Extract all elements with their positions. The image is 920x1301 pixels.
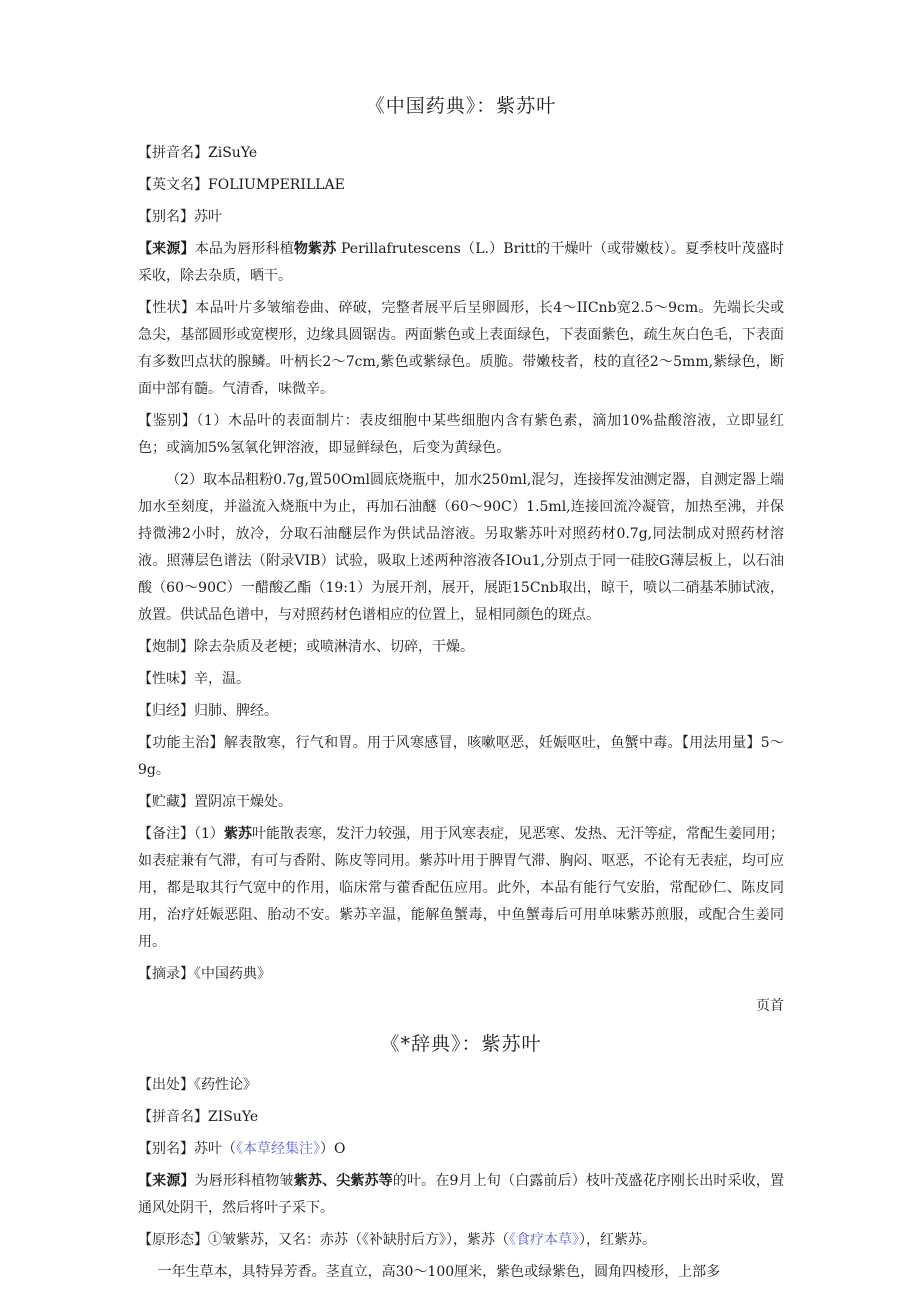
entry-value: ZiSuYe <box>208 145 258 161</box>
entry-english-name <box>138 172 784 199</box>
entry-morphology-2: 一年生草本，具特异芳香。茎直立，高30～100厘米，紫色或绿紫色，圆角四棱形，上部多 <box>157 1264 721 1280</box>
entry-value: 归肺、脾经。 <box>194 703 278 719</box>
entry-value: 《中国药典》 <box>194 966 271 982</box>
entry-bold-text: 紫苏、尖紫苏等 <box>293 1173 393 1189</box>
entry-label: 【原形态】 <box>138 1232 208 1248</box>
entry-label: 【出处】 <box>138 1077 194 1093</box>
entry-label: 【炮制】 <box>138 639 194 655</box>
section1-title: 《中国药典》：紫苏叶 <box>365 95 557 117</box>
entry-value: （1）木品叶的表面制片：表皮细胞中某些细胞内含有紫色素，滴加10%盐酸溶液，立即显红色；或滴加5%氢氧化钾溶液，即显鲜绿色，后变为黄绿色。 <box>138 413 784 456</box>
entry-value: 苏叶 <box>194 209 222 225</box>
entry-label: 【英文名】 <box>138 177 208 193</box>
section2-title: 《*辞典》：紫苏叶 <box>380 1033 542 1055</box>
entry-text: ①皱紫苏，又名：赤苏（《补缺肘后方》），紫苏（ <box>208 1232 509 1248</box>
entry-meridian <box>138 698 784 725</box>
entry-label: 【贮藏】 <box>138 794 194 810</box>
entry-text: （1） <box>194 826 224 842</box>
entry-text: 本品为唇形科植 <box>194 241 294 257</box>
entry-label: 【鉴别】 <box>138 413 197 429</box>
document-page <box>138 92 784 1291</box>
entry-bold-text: 物紫苏 <box>293 241 337 257</box>
entry-identification <box>138 408 784 462</box>
entry-storage <box>138 789 784 816</box>
entry-text: ），红紫苏。 <box>579 1232 656 1248</box>
book-link[interactable]: 《本草经集注》 <box>236 1141 320 1157</box>
entry-label: 【归经】 <box>138 703 194 719</box>
entry-label: 【拼音名】 <box>138 145 208 161</box>
entry-label: 【用法用量】 <box>681 735 761 751</box>
entry-function <box>138 730 784 784</box>
entry-text: 的叶。在9月上旬（白露前后）枝叶茂盛花序刚长出时采收，置通风处阴干，然后将叶子采下。 <box>138 1173 785 1216</box>
entry-alias <box>138 204 784 231</box>
entry-excerpt <box>138 961 784 988</box>
entry-text: ）O <box>320 1141 346 1157</box>
entry-text: 为唇形科植物皱 <box>194 1173 294 1189</box>
entry-value: 《药性论》 <box>194 1077 257 1093</box>
entry-value: 5～9g。 <box>138 735 785 778</box>
entry-label: 【别名】 <box>138 1141 194 1157</box>
entry-value: 本品叶片多皱缩卷曲、碎破，完整者展平后呈卵圆形，长4～IICnb宽2.5～9cm。先端长尖或急尖，基部圆形或宽楔形，边缘具圆锯齿。两面紫色或上表面绿色，下表面紫色，疏生灰白色毛，下表面有多数凹点状的腺鳞。叶柄长2～7cm,紫色或紫绿色。质脆。带嫩枝者，枝的直径2～5mm,紫绿色，断面中部有髓。气清香，味微辛。 <box>138 300 784 397</box>
entry-label: 【备注】 <box>138 826 195 842</box>
entry-value: 置阴凉干燥处。 <box>194 794 292 810</box>
entry-value: ZISuYe <box>208 1109 259 1125</box>
entry-label: 【来源】 <box>138 241 195 257</box>
entry-pinyin <box>138 1104 784 1131</box>
entry-label: 【性状】 <box>138 300 196 316</box>
entry-label: 【拼音名】 <box>138 1109 208 1125</box>
entry-identification-2: （2）取本品粗粉0.7g,置50Oml圆底烧瓶中，加水250ml,混匀，连接挥发油测定器，自测定器上端加水至刻度，并溢流入烧瓶中为止，再加石油醚（60～90C）1.5ml,连接回流冷凝管，加热至沸，并保持微沸2小时，放冷，分取石油醚层作为供试品溶液。另取紫苏叶对照药材0.7g,同法制成对照药材溶液。照薄层色谱法（附录VIB）试验，吸取上述两种溶液各IOu1,分别点于同一硅胶G薄层板上，以石油酸（60～90C）一醋酸乙酯（19:1）为展开剂，展开，展距15Cnb取出，晾干，喷以二硝基苯肺试液，放置。供试品色谱中，与对照药材色谱相应的位置上，显相同颜色的斑点。 <box>138 472 784 623</box>
entry-text: 苏叶（ <box>194 1141 236 1157</box>
entry-label: 【别名】 <box>138 209 194 225</box>
entry-alias <box>138 1136 784 1163</box>
entry-processing <box>138 634 784 661</box>
entry-origin <box>138 1072 784 1099</box>
entry-value: FOLIUMPERILLAE <box>208 177 345 193</box>
entry-label: 【功能主治】 <box>138 735 224 751</box>
entry-bold-text: 紫苏 <box>223 826 252 842</box>
entry-morphology <box>138 1227 784 1254</box>
entry-text: Perillafrutescens（L.）Britt的干燥叶（或带嫩枝）。夏季枝叶茂盛时采收，除去杂质，晒干。 <box>138 241 785 284</box>
entry-value: 辛，温。 <box>194 671 250 687</box>
entry-nature-flavor <box>138 666 784 693</box>
entry-pinyin <box>138 140 784 167</box>
entry-notes <box>138 821 784 956</box>
entry-traits <box>138 295 784 403</box>
entry-label: 【摘录】 <box>138 966 194 982</box>
entry-label: 【来源】 <box>138 1173 195 1189</box>
entry-label: 【性味】 <box>138 671 194 687</box>
page-top-link[interactable]: 页首 <box>756 998 784 1014</box>
entry-text: 叶能散表寒，发汗力较强，用于风寒表症，见恶寒、发热、无汗等症，常配生姜同用；如表症兼有气滞，有可与香附、陈皮等同用。紫苏叶用于脾胃气滞、胸闷、呕恶，不论有无表症，均可应用，都是取其行气宽中的作用，临床常与藿香配伍应用。此外，本品有能行气安胎，常配砂仁、陈皮同用，治疗妊娠恶阻、胎动不安。紫苏辛温，能解鱼蟹毒，中鱼蟹毒后可用单味紫苏煎服，或配合生姜同用。 <box>138 826 785 950</box>
entry-value: 除去杂质及老梗；或喷淋清水、切碎，干燥。 <box>194 639 474 655</box>
entry-source <box>138 236 784 290</box>
entry-source <box>138 1168 784 1222</box>
book-link[interactable]: 《食疗本草》 <box>509 1232 579 1248</box>
entry-value: 解表散寒，行气和胃。用于风寒感冒，咳嗽呕恶，妊娠呕吐，鱼蟹中毒。 <box>223 735 682 751</box>
